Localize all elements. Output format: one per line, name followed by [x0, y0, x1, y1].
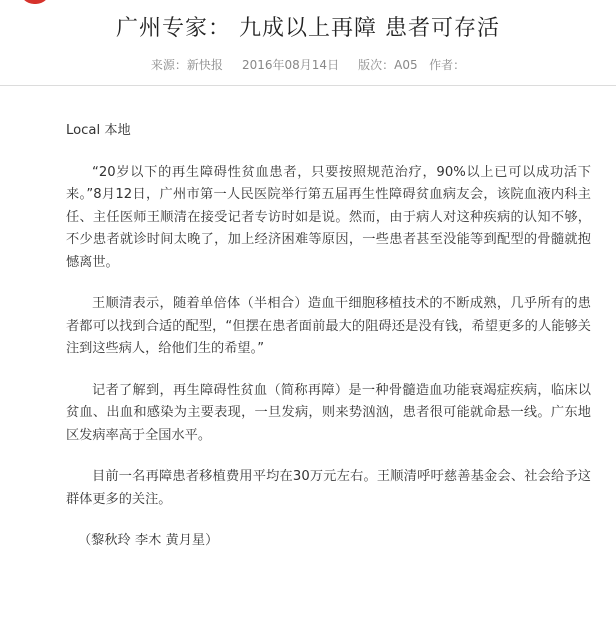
article-title: 广州专家： 九成以上再障 患者可存活	[116, 16, 500, 41]
article-paragraph-1: “20岁以下的再生障碍性贫血患者，只要按照规范治疗，90%以上已可以成功活下来。”8月12日，广州市第一人民医院举行第五届再生性障碍贫血病友会，该院血液内科主任、主任医师王顺清在接受记者专访时如是说。然而，由于病人对这种疾病的认知不够，不少患者就诊时间太晚了，加上经济困难等原因，一些患者甚至没能等到配型的骨髓就抱憾离世。	[66, 164, 591, 270]
site-logo-icon	[20, 0, 50, 4]
article-byline: （黎秋玲 李木 黄月星）	[78, 533, 219, 548]
meta-author: 作者：	[429, 58, 466, 72]
article-body	[66, 120, 591, 572]
meta-edition: 版次：A05	[358, 58, 418, 72]
meta-source: 来源：新快报	[150, 58, 223, 72]
article-paragraph-4: 目前一名再障患者移植费用平均在30万元左右。王顺清呼吁慈善基金会、社会给予这群体更多的关注。	[66, 469, 591, 507]
article-paragraph-3: 记者了解到，再生障碍性贫血（简称再障）是一种骨髓造血功能衰竭症疾病，临床以贫血、出血和感染为主要表现，一旦发病，则来势汹汹，患者很可能就命悬一线。广东地区发病率高于全国水平。	[66, 382, 591, 443]
header-divider	[0, 85, 616, 86]
article-meta	[0, 57, 616, 73]
article-paragraph-2: 王顺清表示，随着单倍体（半相合）造血干细胞移植技术的不断成熟，几乎所有的患者都可以找到合适的配型，“但摆在患者面前最大的阻碍还是没有钱，希望更多的人能够关注到这些病人，给他们生的希望。”	[66, 296, 591, 356]
meta-date: 2016年08月14日	[241, 58, 340, 72]
section-label: Local 本地	[66, 123, 131, 138]
